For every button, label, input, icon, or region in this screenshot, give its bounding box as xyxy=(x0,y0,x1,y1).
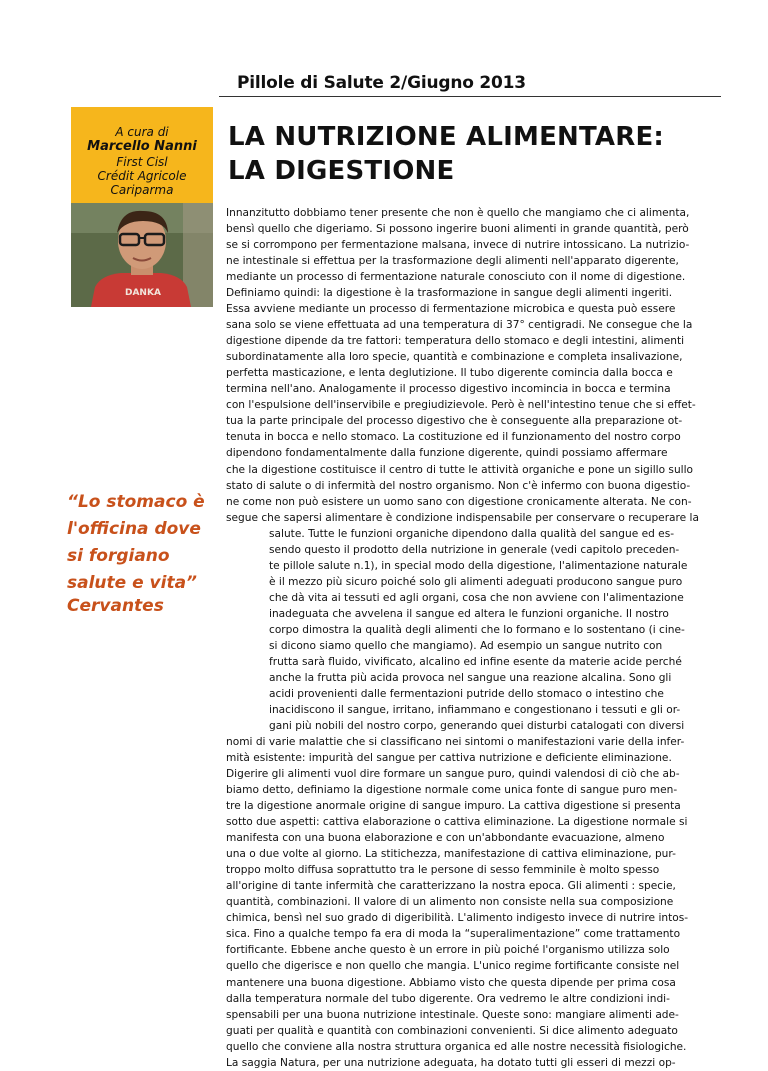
body-line: mantenere una buona digestione. Abbiamo visto che questa dipende per prima cosa xyxy=(226,976,676,989)
body-line: sica. Fino a qualche tempo fa era di moda la “superalimentazione” come trattamento xyxy=(226,928,681,941)
body-line: mità esistente: impurità del sangue per cattiva nutrizione e deficiente eliminazione. xyxy=(226,752,672,765)
body-line: dipendono fondamentalmente dalla funzione digerente, quindi possiamo affermare xyxy=(226,447,668,460)
body-line: termina nell'ano. Analogamente il processo digestivo incomincia in bocca e termina xyxy=(226,383,671,396)
body-line: è il mezzo più sicuro poiché solo gli alimenti adeguati producono sangue puro xyxy=(269,575,683,588)
author-role-1: First Cisl xyxy=(116,155,168,169)
body-line: chimica, bensì nel suo grado di digeribilità. L'alimento indigesto invece di nutrire intos- xyxy=(226,912,689,925)
author-credits xyxy=(71,125,213,197)
body-line: troppo molto diffusa soprattutto tra le persone di sesso femminile è molto spesso xyxy=(226,864,660,877)
body-line: biamo detto, definiamo la digestione normale come unica fonte di sangue puro men- xyxy=(226,784,678,797)
article-body xyxy=(226,205,722,1071)
body-line: guati per qualità e quantità con combinazioni convenienti. Si dice alimento adeguato xyxy=(226,1024,678,1037)
body-line: acidi provenienti dalle fermentazioni putride dello stomaco o intestino che xyxy=(269,687,664,700)
body-line: inacidiscono il sangue, irritano, infiammano e congestionano i tessuti e gli or- xyxy=(269,703,681,716)
quote-line-1: “Lo stomaco è xyxy=(67,492,205,512)
body-line: corpo dimostra la qualità degli alimenti che lo formano e lo sostentano (i cine- xyxy=(269,623,685,636)
pull-quote xyxy=(67,489,242,597)
quote-author: Cervantes xyxy=(67,596,164,616)
article-title xyxy=(228,120,708,188)
body-line: sana solo se viene effettuata ad una temperatura di 37° centigradi. Ne consegue che la xyxy=(226,319,693,332)
body-line: fortificante. Ebbene anche questo è un errore in più poiché l'organismo utilizza solo xyxy=(226,944,670,957)
credits-intro: A cura di xyxy=(115,125,169,139)
body-line: bensì quello che digeriamo. Si possono ingerire buoni alimenti in grande quantità, però xyxy=(226,223,689,236)
svg-text:DANKA: DANKA xyxy=(125,288,161,298)
quote-line-4: salute e vita” xyxy=(67,573,197,593)
body-line: che la digestione costituisce il centro di tutte le attività organiche e pone un sigillo sullo xyxy=(226,463,694,476)
body-line: stato di salute o di infermità del nostro organismo. Non c'è infermo con buona digestio- xyxy=(226,479,691,492)
body-line: ne come non può esistere un uomo sano con digestione cronicamente alterata. Ne con- xyxy=(226,495,692,508)
quote-line-3: si forgiano xyxy=(67,546,170,566)
body-line: una o due volte al giorno. La stitichezza, manifestazione di cattiva eliminazione, pur- xyxy=(226,848,676,861)
body-line: manifesta con una buona elaborazione e con un'abbondante evacuazione, almeno xyxy=(226,832,665,845)
body-line: Digerire gli alimenti vuol dire formare un sangue puro, quindi valendosi di ciò che ab- xyxy=(226,768,680,781)
body-line: ne intestinale si effettua per la trasformazione degli alimenti nell'apparato digerente, xyxy=(226,255,679,268)
body-line: spensabili per una buona nutrizione intestinale. Queste sono: mangiare alimenti ade- xyxy=(226,1008,679,1021)
body-line: La saggia Natura, per una nutrizione adeguata, ha dotato tutti gli esseri di mezzi op- xyxy=(226,1056,676,1069)
author-name: Marcello Nanni xyxy=(87,139,197,154)
body-line: tre la digestione anormale origine di sangue impuro. La cattiva digestione si presenta xyxy=(226,800,681,813)
body-line: mediante un processo di fermentazione naturale conosciuto con il nome di digestione. xyxy=(226,271,686,284)
body-line: con l'espulsione dell'inservibile e pregiudizievole. Però è nell'intestino tenue che si effet- xyxy=(226,399,696,412)
body-line: Innanzitutto dobbiamo tener presente che non è quello che mangiamo che ci alimenta, xyxy=(226,207,690,219)
article-title-line-1: LA NUTRIZIONE ALIMENTARE: xyxy=(228,122,665,152)
newsletter-title: Pillole di Salute 2/Giugno 2013 xyxy=(237,73,526,93)
body-line: subordinatamente alla loro specie, quantità e combinazione e completa insalivazione, xyxy=(226,351,683,364)
body-line: digestione dipende da tre fattori: temperatura dello stomaco e degli intestini, alimenti xyxy=(226,335,685,348)
portrait-illustration xyxy=(71,203,213,307)
body-line: si dicono siamo quello che mangiamo). Ad esempio un sangue nutrito con xyxy=(269,639,663,652)
body-line: quello che digerisce e non quello che mangia. L'unico regime fortificante consiste nel xyxy=(226,960,680,973)
body-line: frutta sarà fluido, vivificato, alcalino ed infine esente da materie acide perché xyxy=(269,655,682,668)
body-line: segue che sapersi alimentare è condizione indispensabile per conservare o recuperare la xyxy=(226,511,699,524)
author-role-2: Crédit Agricole xyxy=(97,169,187,183)
body-line: tenuta in bocca e nello stomaco. La costituzione ed il funzionamento del nostro corpo xyxy=(226,431,681,444)
header-divider xyxy=(219,96,721,97)
body-line: dalla temperatura normale del tubo digerente. Ora vedremo le altre condizioni indi- xyxy=(226,992,670,1005)
body-line: Definiamo quindi: la digestione è la trasformazione in sangue degli alimenti ingeriti. xyxy=(226,287,673,300)
body-line: inadeguata che avvelena il sangue ed altera le funzioni organiche. Il nostro xyxy=(269,607,669,620)
wrapped-paragraph xyxy=(269,526,722,734)
body-line: all'origine di tante infermità che caratterizzano la nostra epoca. Gli alimenti : specie, xyxy=(226,880,676,893)
body-line: gani più nobili del nostro corpo, generando quei disturbi catalogati con diversi xyxy=(269,720,685,732)
body-line: tua la parte principale del processo digestivo che è conseguente alla preparazione ot- xyxy=(226,415,683,428)
author-portrait-photo xyxy=(71,203,213,307)
body-line: te pillole salute n.1), in special modo della digestione, l'alimentazione naturale xyxy=(269,559,688,572)
body-line: salute. Tutte le funzioni organiche dipendono dalla qualità del sangue ed es- xyxy=(269,527,675,540)
article-title-line-2: LA DIGESTIONE xyxy=(228,156,455,186)
body-line: anche la frutta più acida provoca nel sangue una reazione alcalina. Sono gli xyxy=(269,671,672,684)
quote-line-2: l'officina dove xyxy=(67,519,201,539)
body-line: quello che conviene alla nostra struttura organica ed alle nostre necessità fisiologiche. xyxy=(226,1040,687,1053)
author-role-3: Cariparma xyxy=(110,183,174,197)
body-line: sendo questo il prodotto della nutrizione in generale (vedi capitolo preceden- xyxy=(269,543,680,556)
body-line: se si corrompono per fermentazione malsana, invece di nutrire intossicano. La nutrizio- xyxy=(226,239,690,252)
body-line: che dà vita ai tessuti ed agli organi, cosa che non avviene con l'alimentazione xyxy=(269,591,684,604)
body-line: perfetta masticazione, e lenta deglutizione. Il tubo digerente comincia dalla bocca e xyxy=(226,367,673,380)
body-line: quantità, combinazioni. Il valore di un alimento non consiste nella sua composizione xyxy=(226,896,674,909)
body-line: sotto due aspetti: cattiva elaborazione o cattiva eliminazione. La digestione normale si xyxy=(226,816,688,829)
body-line: nomi di varie malattie che si classificano nei sintomi o manifestazioni varie della infer- xyxy=(226,736,685,749)
body-line: Essa avviene mediante un processo di fermentazione microbica e questa può essere xyxy=(226,303,676,316)
